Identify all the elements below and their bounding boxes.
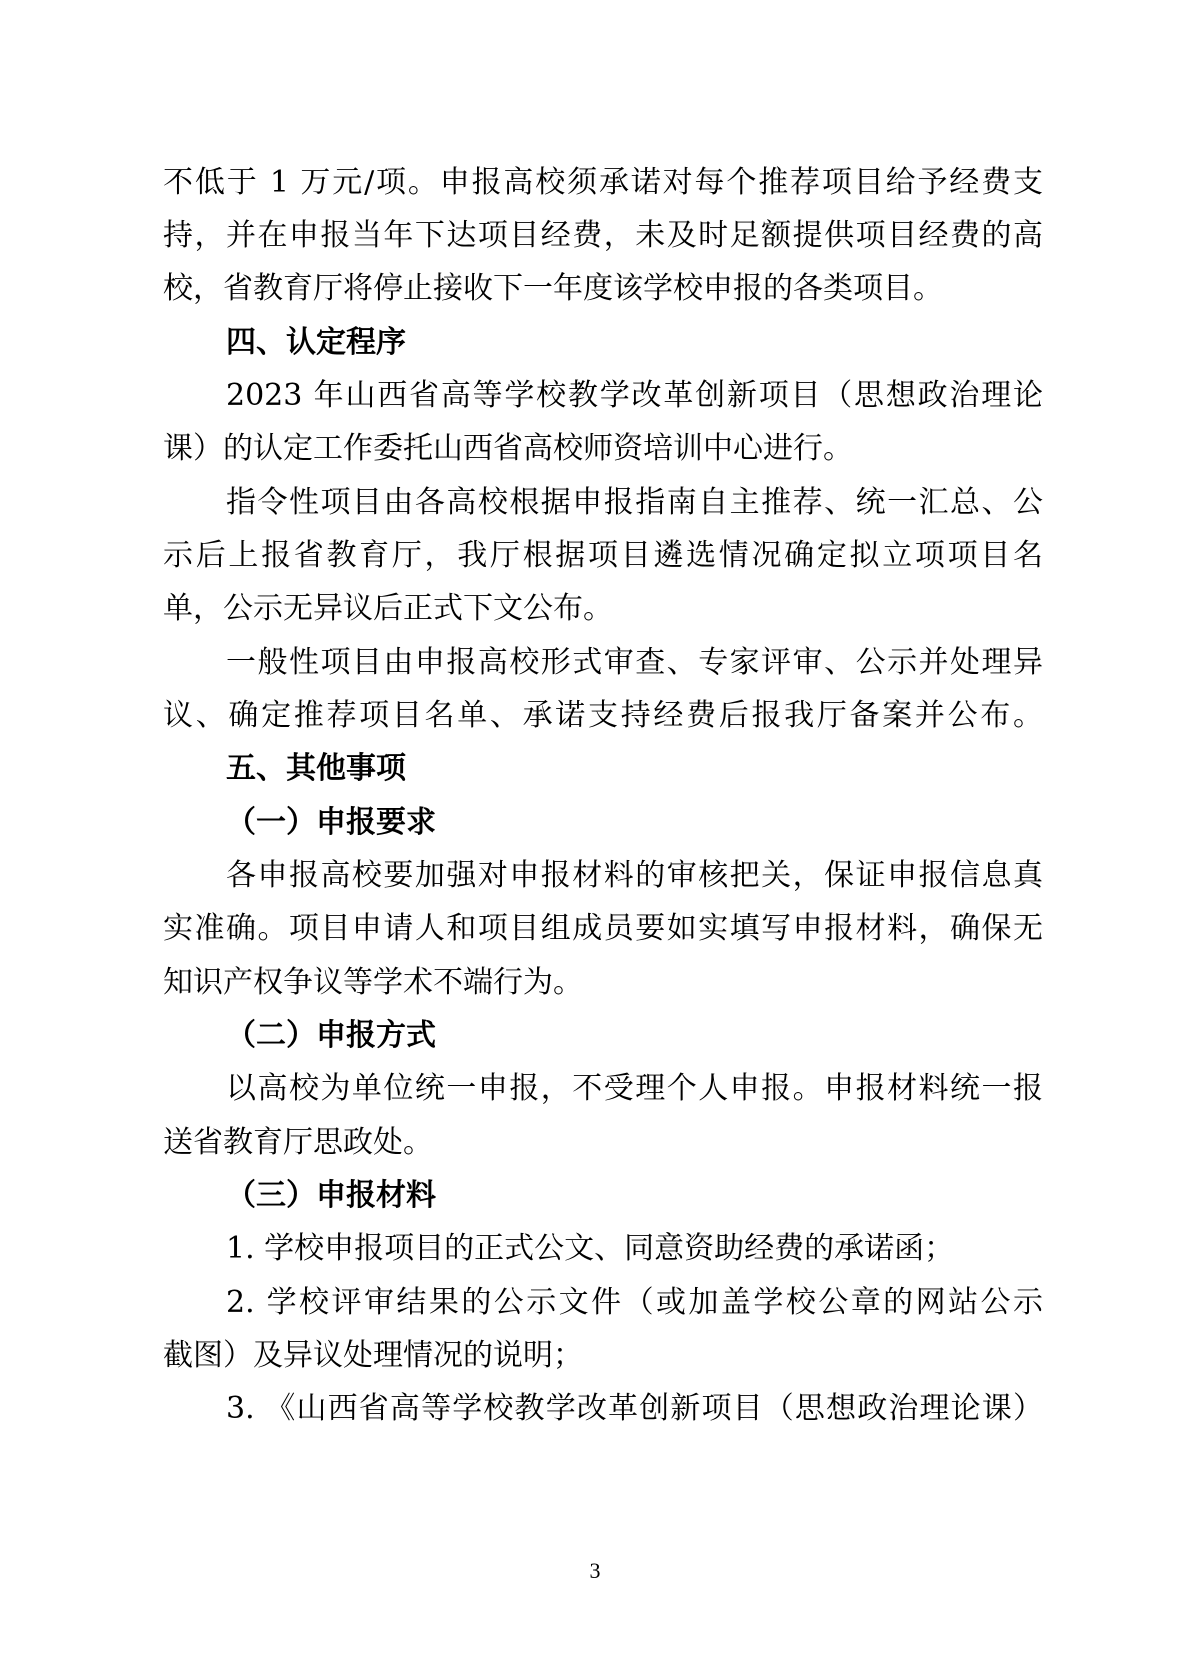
paragraph-line: 知识产权争议等学术不端行为。 [163, 965, 583, 1000]
paragraph-line: 议、确定推荐项目名单、承诺支持经费后报我厅备案并公布。 [163, 698, 1043, 733]
paragraph-line: 各申报高校要加强对申报材料的审核把关，保证申报信息真 [226, 858, 1043, 893]
subsection-heading-3: （三）申报材料 [226, 1178, 436, 1213]
list-item-1: 1. 学校申报项目的正式公文、同意资助经费的承诺函； [226, 1231, 955, 1266]
list-item-3: 3. 《山西省高等学校教学改革创新项目（思想政治理论课） [226, 1391, 1043, 1426]
subsection-heading-1: （一）申报要求 [226, 805, 436, 840]
paragraph-line: 校，省教育厅将停止接收下一年度该学校申报的各类项目。 [163, 271, 943, 306]
subsection-heading-2: （二）申报方式 [226, 1018, 436, 1053]
paragraph-line: 2023 年山西省高等学校教学改革创新项目（思想政治理论 [226, 378, 1043, 413]
list-item-2-continued: 截图）及异议处理情况的说明； [163, 1338, 583, 1373]
paragraph-line: 实准确。项目申请人和项目组成员要如实填写申报材料，确保无 [163, 911, 1043, 946]
paragraph-line: 送省教育厅思政处。 [163, 1125, 433, 1160]
section-heading-4: 四、认定程序 [226, 325, 406, 360]
paragraph-line: 一般性项目由申报高校形式审查、专家评审、公示并处理异 [226, 645, 1043, 680]
list-item-2: 2. 学校评审结果的公示文件（或加盖学校公章的网站公示 [226, 1285, 1043, 1320]
paragraph-line: 指令性项目由各高校根据申报指南自主推荐、统一汇总、公 [226, 485, 1043, 520]
section-heading-5: 五、其他事项 [226, 751, 406, 786]
paragraph-line: 以高校为单位统一申报，不受理个人申报。申报材料统一报 [226, 1071, 1043, 1106]
paragraph-line: 单，公示无异议后正式下文公布。 [163, 591, 613, 626]
paragraph-line: 示后上报省教育厅，我厅根据项目遴选情况确定拟立项项目名 [163, 538, 1043, 573]
paragraph-line: 课）的认定工作委托山西省高校师资培训中心进行。 [163, 431, 853, 466]
page-number: 3 [589, 1558, 601, 1583]
paragraph-line: 持，并在申报当年下达项目经费，未及时足额提供项目经费的高 [163, 218, 1043, 253]
paragraph-line: 不低于 1 万元/项。申报高校须承诺对每个推荐项目给予经费支 [163, 165, 1043, 200]
